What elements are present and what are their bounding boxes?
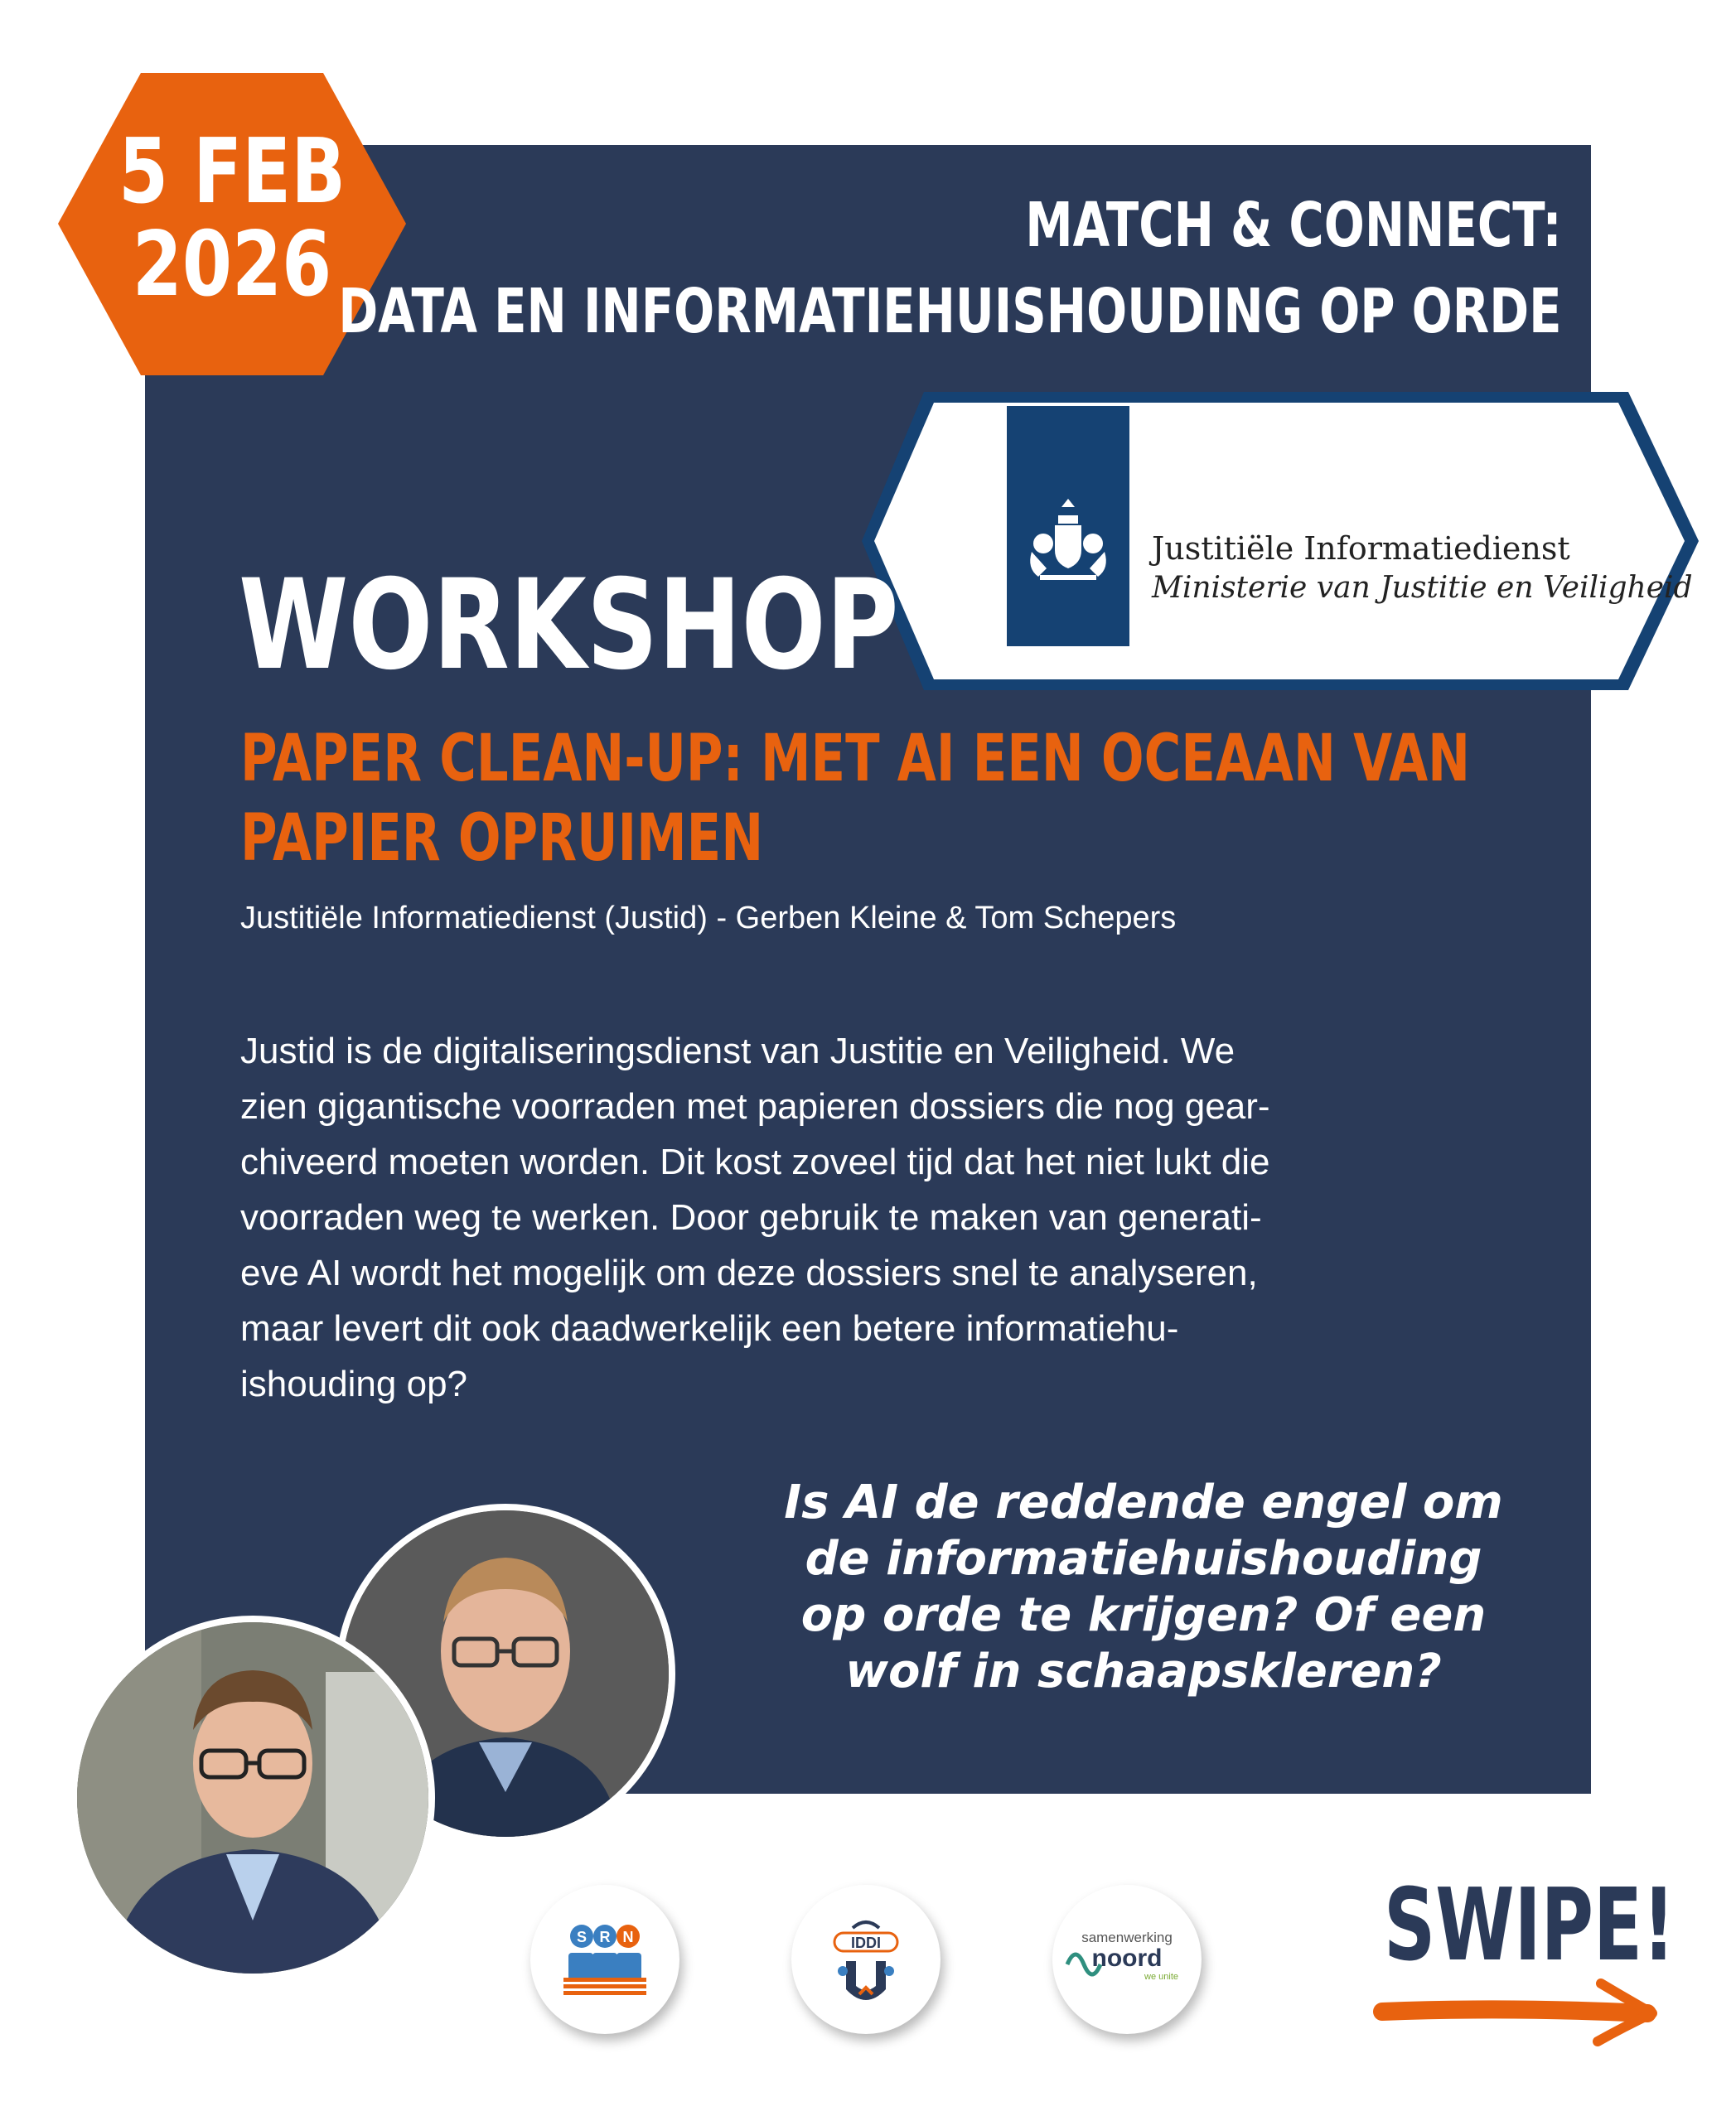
- description-line: maar levert dit ook daadwerkelijk een betere informatiehu-: [240, 1308, 1179, 1349]
- partner-logo-samenwerking-noord: [1052, 1885, 1202, 2034]
- srn-logo-icon: [530, 1885, 679, 2034]
- date-text: [93, 120, 371, 316]
- description-line: voorraden weg te werken. Door gebruik te maken van generati-: [240, 1197, 1262, 1238]
- quote-line: op orde te krijgen? Of een: [800, 1588, 1487, 1642]
- workshop-quote: [746, 1475, 1541, 1700]
- ministry-name: Ministerie van Justitie en Veiligheid: [1152, 571, 1693, 605]
- date-year: 2026: [132, 213, 332, 316]
- workshop-title-line-1: PAPER CLEAN-UP: MET AI EEN OCEAAN VAN: [240, 722, 1471, 796]
- quote-line: wolf in schaapskleren?: [845, 1645, 1442, 1698]
- srn-letter-s: S: [576, 1929, 588, 1945]
- description-line: zien gigantische voorraden met papieren dossiers die nog gear-: [240, 1086, 1270, 1127]
- quote-line: de informatiehuishouding: [805, 1532, 1482, 1586]
- description-line: Justid is de digitaliseringsdienst van Justitie en Veiligheid. We: [240, 1031, 1236, 1071]
- noord-tagline: we unite: [1144, 1972, 1178, 1982]
- organizer-name: Justitiële Informatiedienst: [1152, 530, 1570, 567]
- iddi-label: IDDI: [851, 1935, 881, 1951]
- iddi-logo-icon: [791, 1885, 941, 2034]
- rijksoverheid-logo-bar: [1007, 406, 1129, 646]
- swipe-arrow-icon: [1367, 1972, 1674, 2046]
- workshop-label: WORKSHOP: [239, 553, 899, 698]
- noord-line-1: samenwerking: [1081, 1930, 1173, 1945]
- organizer-logo-text: [1152, 529, 1693, 608]
- workshop-title: [240, 719, 1470, 878]
- noord-line-2: noord: [1091, 1945, 1163, 1972]
- srn-letter-r: R: [599, 1929, 611, 1945]
- workshop-description: [240, 1023, 1533, 1412]
- event-title-line-1: MATCH & CONNECT:: [1025, 190, 1562, 261]
- quote-line: Is AI de reddende engel om: [784, 1476, 1503, 1529]
- organizer-logo-banner: [858, 388, 1703, 694]
- description-line: chiveerd moeten worden. Dit kost zoveel tijd dat het niet lukt die: [240, 1142, 1270, 1182]
- noord-logo-text: [1069, 1930, 1185, 1983]
- coat-of-arms-icon: [1007, 406, 1129, 646]
- description-line: eve AI wordt het mogelijk om deze dossiers snel te analyseren,: [240, 1253, 1258, 1293]
- description-line: ishouding op?: [240, 1364, 468, 1404]
- event-title-line-2: DATA EN INFORMATIEHUISHOUDING OP ORDE: [338, 276, 1562, 347]
- speakers-line: Justitiële Informatiedienst (Justid) - Gerben Kleine & Tom Schepers: [240, 901, 1177, 935]
- speaker-portrait-icon: [77, 1622, 428, 1974]
- partner-logo-iddi: [791, 1885, 941, 2034]
- date-day-month: 5 FEB: [118, 120, 346, 224]
- partner-logo-srn: [530, 1885, 679, 2034]
- event-title: [339, 182, 1562, 355]
- srn-letter-n: N: [622, 1929, 634, 1945]
- workshop-title-line-2: PAPIER OPRUIMEN: [240, 801, 764, 876]
- swipe-label: SWIPE!: [1384, 1868, 1676, 1983]
- speaker-photo-gerben: [70, 1616, 435, 1980]
